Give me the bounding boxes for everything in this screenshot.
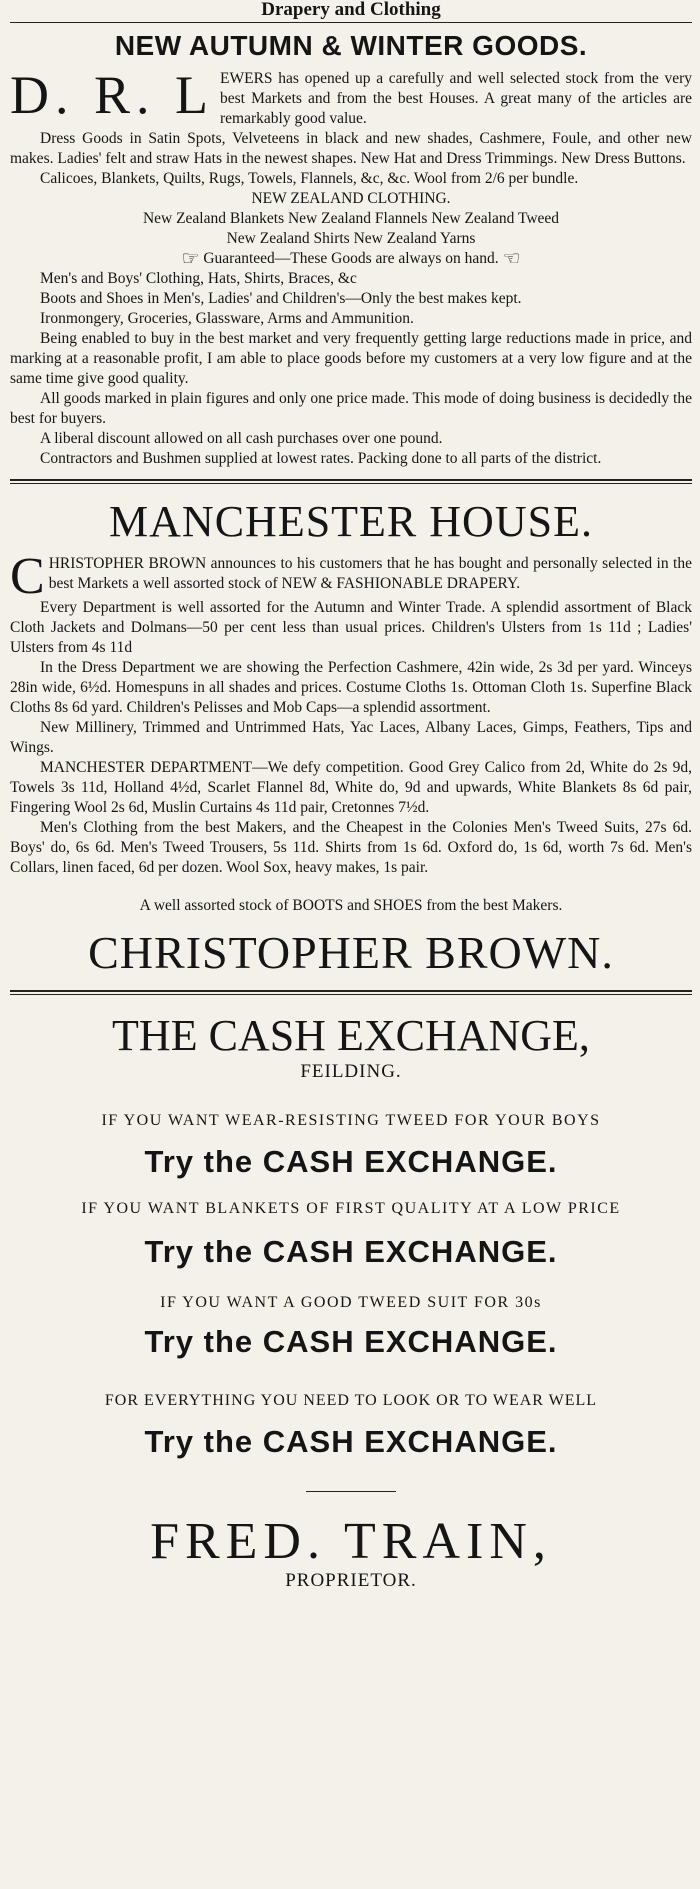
drapery-paragraph: Boots and Shoes in Men's, Ladies' and Children's—Only the best makes kept. xyxy=(40,290,522,308)
boots-line: A well assorted stock of BOOTS and SHOES from the best Makers. xyxy=(139,897,563,915)
try-cash-exchange: Try the CASH EXCHANGE. xyxy=(144,1324,558,1360)
cash-exchange-prompt: IF YOU WANT BLANKETS OF FIRST QUALITY AT A LOW PRICE xyxy=(81,1200,621,1218)
guaranteed-line xyxy=(10,249,692,269)
nz-line: New Zealand Shirts New Zealand Yarns xyxy=(226,230,476,247)
manchester-paragraph: Every Department is well assorted for the Autumn and Winter Trade. A splendid assortment of Black Cloth Jackets and Dolmans—50 per cent less than usual prices. Children's Ulsters from 1s 11d ; Ladies' Ulsters from 4s 11d xyxy=(10,599,692,657)
nz-line: New Zealand Blankets New Zealand Flannels New Zealand Tweed xyxy=(142,210,560,227)
drapery-paragraph: Contractors and Bushmen supplied at lowest rates. Packing done to all parts of the district. xyxy=(40,450,602,468)
section-header: Drapery and Clothing xyxy=(261,0,441,20)
cash-exchange-prompt: IF YOU WANT A GOOD TWEED SUIT FOR 30s xyxy=(160,1294,542,1312)
drop-initial: C xyxy=(10,548,45,606)
guaranteed-text: Guaranteed—These Goods are always on hand. xyxy=(203,250,499,267)
cash-exchange-headline: THE CASH EXCHANGE, xyxy=(112,1011,590,1061)
try-cash-exchange: Try the CASH EXCHANGE. xyxy=(144,1144,558,1180)
nz-clothing-title: NEW ZEALAND CLOTHING. xyxy=(251,190,451,207)
manchester-intro xyxy=(10,548,692,606)
manchester-paragraph: New Millinery, Trimmed and Untrimmed Hats, Yac Laces, Albany Laces, Gimps, Feathers, Tips and Wings. xyxy=(10,719,692,757)
short-divider xyxy=(306,1491,396,1492)
manchester-headline: MANCHESTER HOUSE. xyxy=(109,497,593,547)
drapery-paragraph: Ironmongery, Groceries, Glassware, Arms and Ammunition. xyxy=(40,310,414,328)
manchester-paragraph: In the Dress Department we are showing the Perfection Cashmere, 42in wide, 2s 3d per yard. Winceys 28in wide, 6½d. Homespuns in all shades and prices. Costume Cloths 1s. Ottoman Cloth 1s. Superfine Black Cloths 8s 6d yard. Children's Pelisses and Mob Caps—a splendid assortment. xyxy=(10,659,692,717)
cash-exchange-prompt: FOR EVERYTHING YOU NEED TO LOOK OR TO WEAR WELL xyxy=(104,1392,598,1410)
drapery-paragraph: Calicoes, Blankets, Quilts, Rugs, Towels, Flannels, &c, &c. Wool from 2/6 per bundle. xyxy=(40,170,579,187)
drapery-paragraph: Dress Goods in Satin Spots, Velveteens in black and new shades, Cashmere, Foule, and other new makes. Ladies' felt and straw Hats in the newest shapes. New Hat and Dress Trimmings. New Dress Buttons. xyxy=(10,130,692,167)
christopher-brown-signature: CHRISTOPHER BROWN. xyxy=(88,927,614,979)
double-divider xyxy=(10,990,692,995)
double-divider xyxy=(10,479,692,484)
drapery-paragraph: EWERS has opened up a carefully and well selected stock from the very best Markets and from the best Houses. A great many of the articles are remarkably good value. xyxy=(220,70,692,127)
drapery-headline: NEW AUTUMN & WINTER GOODS. xyxy=(114,30,588,61)
proprietor-name: FRED. TRAIN, xyxy=(150,1513,552,1571)
location: FEILDING. xyxy=(300,1061,402,1083)
try-cash-exchange: Try the CASH EXCHANGE. xyxy=(144,1424,558,1460)
manchester-paragraph: HRISTOPHER BROWN announces to his customers that he has bought and personally selected in the best Markets a well assorted stock of NEW & FASHIONABLE DRAPERY. xyxy=(48,555,692,593)
manchester-paragraph: MANCHESTER DEPARTMENT—We defy competition. Good Grey Calico from 2d, White do 2s 9d, Towels 3s 11d, Holland 4½d, Scarlet Flannel 8d, White do, 9d and upwards, White Blankets 8s 6d pair, Fingering Wool 2s 6d, Muslin Curtains 4s 11d pair, Cretonnes 7½d. xyxy=(10,759,692,817)
pointing-hand-icon: ☞ xyxy=(181,248,200,271)
drapery-paragraph: Being enabled to buy in the best market and very frequently getting large reductions made in price, and marking at a reasonable profit, I am able to place goods before my customers at a very low figure and at the same time give good quality. xyxy=(10,330,692,388)
cash-exchange-prompt: IF YOU WANT WEAR-RESISTING TWEED FOR YOUR BOYS xyxy=(101,1112,601,1130)
divider xyxy=(10,22,692,23)
pointing-hand-icon: ☜ xyxy=(502,248,521,271)
drop-initials: D. R. L xyxy=(10,65,214,125)
drapery-intro xyxy=(10,65,692,129)
drapery-paragraph: A liberal discount allowed on all cash purchases over one pound. xyxy=(40,430,443,448)
manchester-paragraph: Men's Clothing from the best Makers, and the Cheapest in the Colonies Men's Tweed Suits, 27s 6d. Boys' do, 6s 6d. Men's Tweed Trousers, 5s 11d. Shirts from 1s 6d. Oxford do, 1s 6d, worth 7s 6d. Men's Collars, linen faced, 6d per dozen. Wool Sox, heavy makes, 1s pair. xyxy=(10,819,692,877)
proprietor-title: PROPRIETOR. xyxy=(285,1570,417,1592)
drapery-paragraph: All goods marked in plain figures and only one price made. This mode of doing business is decidedly the best for buyers. xyxy=(10,390,692,428)
try-cash-exchange: Try the CASH EXCHANGE. xyxy=(144,1234,558,1270)
drapery-paragraph: Men's and Boys' Clothing, Hats, Shirts, Braces, &c xyxy=(40,270,357,288)
